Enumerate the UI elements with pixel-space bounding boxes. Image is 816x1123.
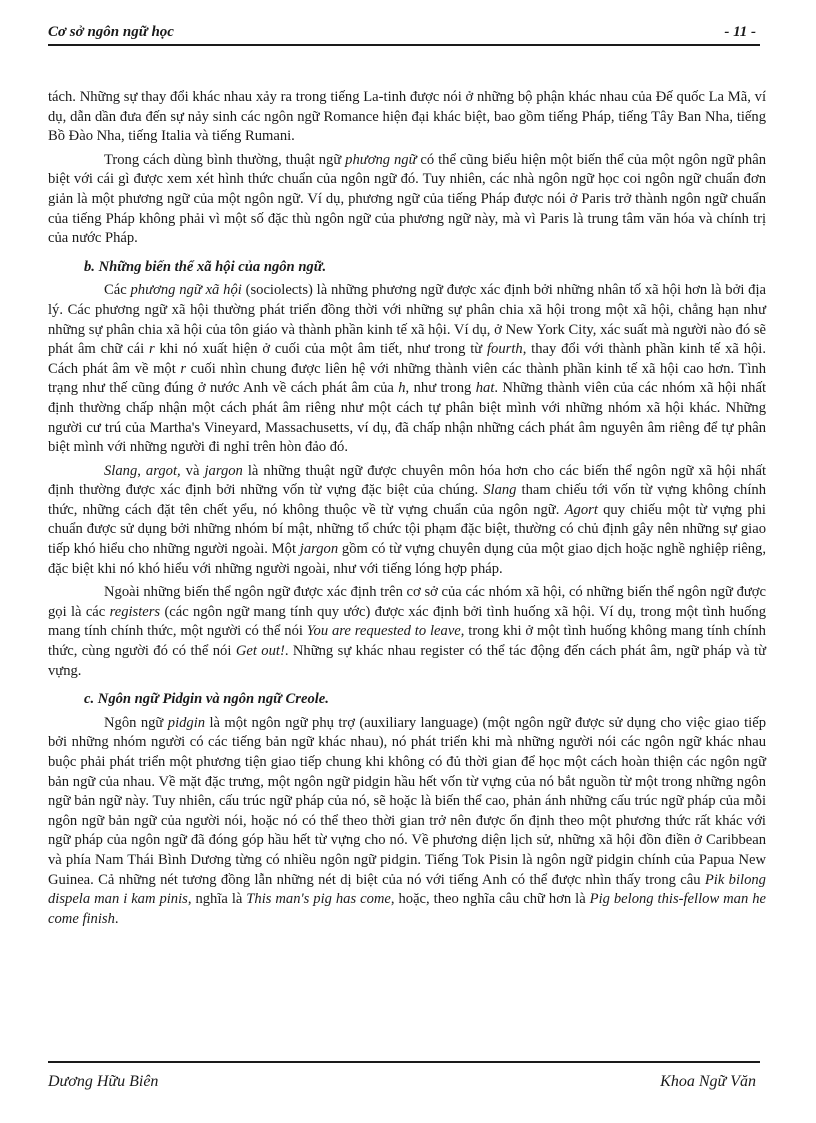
paragraph-registers: Ngoài những biến thể ngôn ngữ được xác định trên cơ sở của các nhóm xã hội, có những biến thể ngôn ngữ được gọi là các registers (các ngôn ngữ mang tính quy ước) được xác định bởi tình huống xã hội. Ví dụ, trong một tình huống mang tính chính thức, một người có thể nói You are requested to leave, trong khi ở một tình huống không mang tính chính thức, cùng người đó có thể nói Get out!. Những sự khác nhau register có thể tác động đến cách phát âm, ngữ pháp và từ vựng.: [48, 584, 766, 679]
section-heading-c: c. Ngôn ngữ Pidgin và ngôn ngữ Creole.: [84, 691, 329, 708]
footer-department: Khoa Ngữ Văn: [660, 1073, 756, 1090]
page-number: - 11 -: [724, 24, 756, 40]
page-content: [48, 88, 766, 929]
page-header: [48, 22, 760, 46]
paragraph-sociolects: Các phương ngữ xã hội (sociolects) là những phương ngữ được xác định bởi những nhân tố xã hội hơn là bởi địa lý. Các phương ngữ xã hội thường phát triển đồng thời với những sự phân chia xã hội trong một xã hội, chẳng hạn như những sự phân chia xã hội của tôn giáo và thành phần kinh tế xã hội. Ví dụ, ở New York City, xác suất mà người nào đó sẽ phát âm chữ cái r khi nó xuất hiện ở cuối của một âm tiết, như trong từ fourth, thay đổi với thành phần kinh tế xã hội. Cách phát âm về một r cuối nhìn chung được liên hệ với những thành viên các thành phần kinh tế xã hội cao hơn. Tình trạng như thế cũng đúng ở nước Anh về cách phát âm của h, như trong hat. Những thành viên của các nhóm xã hội nhất định thường chấp nhận một cách phát âm riêng như một cách tự phân biệt mình với những nhóm xã hội khác. Những người cư trú của Martha's Vineyard, Massachusetts, ví dụ, đã chấp nhận những cách phát âm nguyên âm riêng để tự phân biệt mình với những người đi nghỉ trên hòn đảo đó.: [48, 282, 767, 456]
paragraph-continuation: tách. Những sự thay đổi khác nhau xảy ra trong tiếng La-tinh được nói ở những bộ phận khác nhau của Đế quốc La Mã, ví dụ, dẫn dần đưa đến sự nảy sinh các ngôn ngữ Romance hiện đại khác biệt, bao gồm tiếng Pháp, tiếng Tây Ban Nha, tiếng Bồ Đào Nha, tiếng Italia và tiếng Rumani.: [48, 89, 766, 145]
header-title: Cơ sở ngôn ngữ học: [48, 24, 174, 40]
section-heading-b: b. Những biến thể xã hội của ngôn ngữ.: [84, 258, 327, 275]
page-footer: [48, 1061, 760, 1090]
paragraph-slang-argot-jargon: Slang, argot, và jargon là những thuật ngữ được chuyên môn hóa hơn cho các biến thể ngôn ngữ xã hội nhất định thường được xác định bởi những vốn từ vựng đặc biệt của chúng. Slang tham chiếu tới vốn từ vựng không chính thức, những cách đặt tên chết yểu, nó không thuộc về từ vựng chuẩn của ngôn ngữ. Agort quy chiếu một từ vựng phi chuẩn được sử dụng bởi những nhóm bí mật, những tổ chức tội phạm đặc biệt, thường có chủ định gây nên những sự giao tiếp khó hiểu cho những người ngoài. Một jargon gồm có từ vựng chuyên dụng của một giao dịch hoặc nghề nghiệp riêng, đặc biệt khi nó khó hiểu với những người ngoài, như với tiếng lóng hợp pháp.: [48, 462, 767, 577]
paragraph-standard-dialect: Trong cách dùng bình thường, thuật ngữ phương ngữ có thể cũng biểu hiện một biến thể của một ngôn ngữ phân biệt với cái gì được xem xét hình thức chuẩn của ngôn ngữ đó. Tuy nhiên, các nhà ngôn ngữ học coi ngôn ngữ chuẩn đơn giản là một phương ngữ của một ngôn ngữ. Ví dụ, phương ngữ của tiếng Pháp được nói ở Paris trở thành ngôn ngữ chuẩn của tiếng Pháp không phải vì một số đặc thù ngôn ngữ của phương ngữ này, mà vì Paris là trung tâm văn hóa và chính trị của nước Pháp.: [48, 151, 767, 247]
paragraph-pidgin: Ngôn ngữ pidgin là một ngôn ngữ phụ trợ (auxiliary language) (một ngôn ngữ được sử dụng cho việc giao tiếp bởi những nhóm người có các tiếng bản ngữ khác nhau), nó phát triển khi mà những người nói các ngôn ngữ khác nhau buộc phải phát triển một phương tiện giao tiếp chung khi không có đủ thời gian để học một cách hoàn thiện các ngôn ngữ bản ngữ của nhau. Về mặt đặc trưng, một ngôn ngữ pidgin hầu hết vốn từ vựng của nó bắt nguồn từ một trong những ngôn ngữ bản ngữ này. Tuy nhiên, cấu trúc ngữ pháp của nó, sẽ hoặc là biến thể cao, phản ánh những cấu trúc ngữ pháp của mỗi ngôn ngữ bản ngữ của người nói, hoặc nó có thể theo thời gian trở nên được ổn định theo một phương thức rất khác với ngữ pháp của ngôn ngữ đã đóng góp hầu hết từ vựng cho nó. Về phương diện lịch sử, những xã hội đồn điền ở Caribbean và phía Nam Thái Bình Dương từng có nhiều ngôn ngữ pidgin. Tiếng Tok Pisin là ngôn ngữ pidgin chính của Papua New Guinea. Cả những nét tương đồng lẫn những nét dị biệt của nó với tiếng Anh có thể được nhìn thấy trong câu Pik bilong dispela man i kam pinis, nghĩa là This man's pig has come, hoặc, theo nghĩa câu chữ hơn là Pig belong this-fellow man he come finish.: [48, 714, 767, 927]
footer-author: Dương Hữu Biên: [48, 1073, 159, 1090]
